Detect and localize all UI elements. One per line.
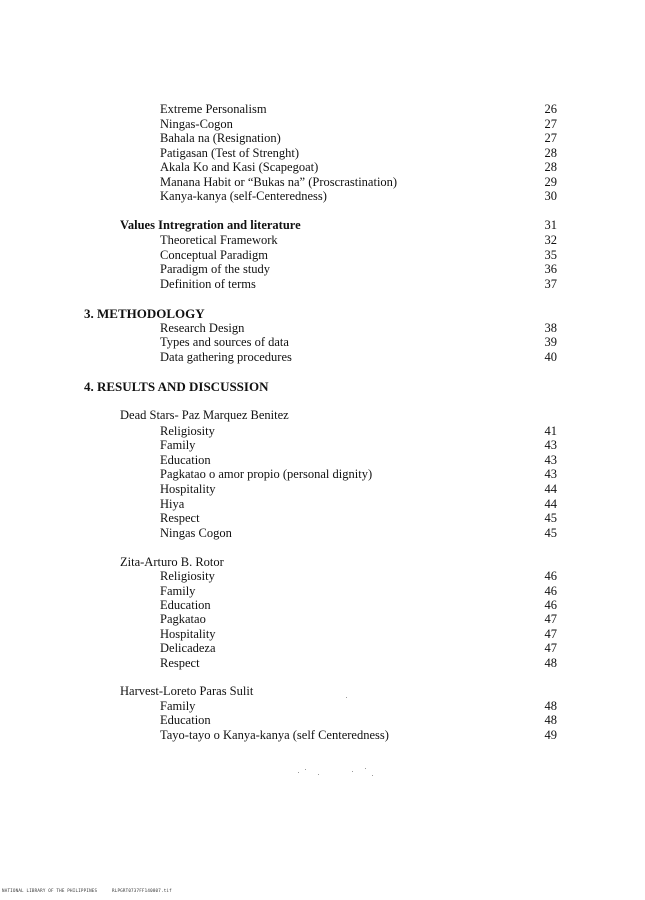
entry-label: Paradigm of the study	[160, 262, 271, 276]
toc-entry	[160, 335, 557, 350]
subsection-title: Values Intregration and literature	[120, 218, 301, 232]
toc-entry	[160, 146, 557, 161]
entry-label: Pagkatao o amor propio (personal dignity)	[160, 467, 373, 481]
toc-entry	[160, 350, 557, 365]
entry-page: 47	[544, 627, 557, 641]
entry-label: Extreme Personalism	[160, 102, 267, 116]
scan-speck	[305, 769, 306, 770]
entry-page: 44	[544, 497, 557, 511]
scan-speck	[298, 772, 299, 773]
entry-page: 32	[544, 233, 557, 247]
entry-page: 28	[544, 160, 557, 174]
scan-speck	[346, 697, 347, 698]
toc-entry	[160, 497, 557, 512]
toc-entry	[160, 627, 557, 642]
toc-entry	[160, 424, 557, 439]
entry-label: Family	[160, 699, 196, 713]
toc-subsection-heading	[120, 555, 557, 570]
entry-page: 46	[544, 569, 557, 583]
scan-speck	[352, 771, 353, 772]
entry-label: Hiya	[160, 497, 185, 511]
subsection-title: Harvest-Loreto Paras Sulit	[120, 684, 254, 698]
entry-page: 49	[544, 728, 557, 742]
entry-label: Pagkatao	[160, 612, 206, 626]
toc-entry	[160, 248, 557, 263]
entry-label: Ningas Cogon	[160, 526, 232, 540]
entry-page: 40	[544, 350, 557, 364]
toc-entry	[160, 131, 557, 146]
entry-page: 43	[544, 453, 557, 467]
entry-page: 27	[544, 117, 557, 131]
entry-label: Education	[160, 453, 211, 467]
entry-label: Patigasan (Test of Strenght)	[160, 146, 300, 160]
entry-label: Education	[160, 598, 211, 612]
entry-page: 43	[544, 438, 557, 452]
entry-label: Research Design	[160, 321, 245, 335]
toc-subsection-heading	[120, 218, 557, 233]
entry-page: 28	[544, 146, 557, 160]
entry-label: Family	[160, 438, 196, 452]
entry-label: Data gathering procedures	[160, 350, 292, 364]
entry-page: 37	[544, 277, 557, 291]
entry-label: Delicadeza	[160, 641, 216, 655]
entry-label: Kanya-kanya (self-Centeredness)	[160, 189, 327, 203]
entry-page: 45	[544, 526, 557, 540]
entry-page: 41	[544, 424, 557, 438]
entry-label: Tayo-tayo o Kanya-kanya (self Centeredness)	[160, 728, 389, 742]
entry-label: Bahala na (Resignation)	[160, 131, 281, 145]
toc-entry	[160, 584, 557, 599]
entry-page: 26	[544, 102, 557, 116]
toc-entry	[160, 102, 557, 117]
entry-label: Conceptual Paradigm	[160, 248, 268, 262]
toc-entry	[160, 277, 557, 292]
entry-page: 47	[544, 612, 557, 626]
entry-label: Religiosity	[160, 424, 215, 438]
toc-entry	[160, 438, 557, 453]
toc-entry	[160, 656, 557, 671]
entry-page: 44	[544, 482, 557, 496]
entry-label: Hospitality	[160, 482, 216, 496]
entry-page: 36	[544, 262, 557, 276]
toc-entry	[160, 453, 557, 468]
toc-entry	[160, 175, 557, 190]
toc-entry	[160, 699, 557, 714]
scan-speck	[318, 774, 319, 775]
entry-label: Definition of terms	[160, 277, 256, 291]
section-title: 4. RESULTS AND DISCUSSION	[84, 379, 269, 394]
toc-subsection-heading	[120, 408, 557, 423]
entry-page: 38	[544, 321, 557, 335]
entry-label: Akala Ko and Kasi (Scapegoat)	[160, 160, 319, 174]
toc-entry	[160, 467, 557, 482]
toc-section-heading	[84, 306, 557, 321]
toc-section-heading	[84, 379, 557, 394]
entry-label: Religiosity	[160, 569, 215, 583]
entry-label: Family	[160, 584, 196, 598]
toc-entry	[160, 598, 557, 613]
entry-page: 29	[544, 175, 557, 189]
entry-page: 39	[544, 335, 557, 349]
entry-label: Hospitality	[160, 627, 216, 641]
toc-entry	[160, 641, 557, 656]
entry-page: 43	[544, 467, 557, 481]
toc-entry	[160, 321, 557, 336]
entry-page: 46	[544, 584, 557, 598]
entry-label: Ningas-Cogon	[160, 117, 233, 131]
toc-entry	[160, 233, 557, 248]
entry-label: Theoretical Framework	[160, 233, 278, 247]
toc-entry	[160, 612, 557, 627]
scan-footer-library: NATIONAL LIBRARY OF THE PHILIPPINES	[2, 888, 98, 893]
scan-footer-filename: RLPGRT0737FF140807.tif	[112, 888, 172, 893]
entry-page: 48	[544, 713, 557, 727]
toc-entry	[160, 713, 557, 728]
entry-label: Respect	[160, 511, 200, 525]
toc-entry	[160, 160, 557, 175]
subsection-title: Dead Stars- Paz Marquez Benitez	[120, 408, 289, 422]
entry-page: 45	[544, 511, 557, 525]
entry-label: Types and sources of data	[160, 335, 289, 349]
scan-speck	[365, 768, 366, 769]
toc-entry	[160, 117, 557, 132]
entry-page: 46	[544, 598, 557, 612]
entry-page: 35	[544, 248, 557, 262]
entry-page: 48	[544, 656, 557, 670]
toc-entry	[160, 728, 557, 743]
toc-entry	[160, 511, 557, 526]
scan-speck	[372, 775, 373, 776]
entry-page: 31	[544, 218, 557, 232]
entry-page: 27	[544, 131, 557, 145]
entry-label: Education	[160, 713, 211, 727]
entry-page: 30	[544, 189, 557, 203]
entry-page: 47	[544, 641, 557, 655]
toc-entry	[160, 189, 557, 204]
entry-page: 48	[544, 699, 557, 713]
toc-entry	[160, 262, 557, 277]
entry-label: Respect	[160, 656, 200, 670]
section-title: 3. METHODOLOGY	[84, 306, 205, 321]
toc-entry	[160, 526, 557, 541]
toc-subsection-heading	[120, 684, 557, 699]
entry-label: Manana Habit or “Bukas na” (Proscrastination)	[160, 175, 398, 189]
subsection-title: Zita-Arturo B. Rotor	[120, 555, 224, 569]
toc-entry	[160, 569, 557, 584]
toc-entry	[160, 482, 557, 497]
